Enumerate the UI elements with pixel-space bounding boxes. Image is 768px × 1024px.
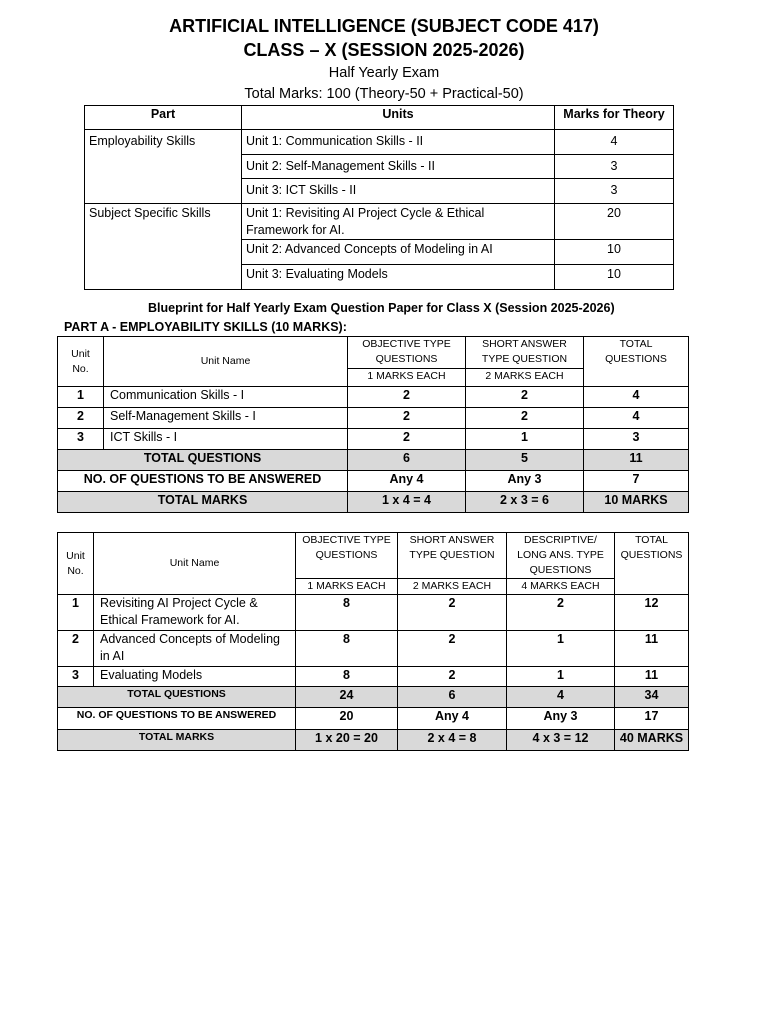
part-a-title: PART A - EMPLOYABILITY SKILLS (10 MARKS): bbox=[64, 320, 347, 334]
units-table-header bbox=[85, 106, 674, 130]
part-a-header bbox=[58, 337, 689, 369]
objective-count: 2 bbox=[348, 408, 466, 429]
short-summary: 2 x 3 = 6 bbox=[466, 492, 584, 513]
units-table bbox=[84, 105, 674, 290]
questions-answered-row bbox=[58, 471, 689, 492]
objective-summary: 1 x 4 = 4 bbox=[348, 492, 466, 513]
blueprint-title: Blueprint for Half Yearly Exam Question Paper for Class X (Session 2025-2026) bbox=[148, 301, 615, 315]
unit-no: 2 bbox=[58, 408, 104, 429]
table-row bbox=[58, 387, 689, 408]
short-summary: 2 x 4 = 8 bbox=[398, 730, 507, 751]
summary-label: NO. OF QUESTIONS TO BE ANSWERED bbox=[58, 471, 348, 492]
objective-summary: 1 x 20 = 20 bbox=[296, 730, 398, 751]
table-row bbox=[58, 667, 689, 687]
table-row bbox=[58, 595, 689, 631]
unit-cell: Unit 3: ICT Skills - II bbox=[242, 179, 555, 204]
table-row bbox=[58, 631, 689, 667]
total-summary: 17 bbox=[615, 708, 689, 730]
marks-cell: 20 bbox=[555, 204, 674, 240]
objective-count: 2 bbox=[348, 387, 466, 408]
header-total-questions: TOTAL QUESTIONS bbox=[584, 337, 689, 387]
total-count: 4 bbox=[584, 408, 689, 429]
short-marks-each: 2 MARKS EACH bbox=[466, 369, 584, 387]
objective-marks-each: 1 MARKS EACH bbox=[296, 579, 398, 595]
unit-name: Revisiting AI Project Cycle & Ethical Framework for AI. bbox=[94, 595, 296, 631]
table-row bbox=[85, 204, 674, 240]
unit-cell: Unit 2: Self-Management Skills - II bbox=[242, 155, 555, 179]
document-title-line2: CLASS – X (SESSION 2025-2026) bbox=[243, 40, 525, 60]
unit-cell: Unit 2: Advanced Concepts of Modeling in AI bbox=[242, 240, 555, 265]
long-summary: Any 3 bbox=[507, 708, 615, 730]
total-marks-line: Total Marks: 100 (Theory-50 + Practical-50) bbox=[244, 86, 524, 102]
header-marks: Marks for Theory bbox=[555, 106, 674, 130]
header-short-answer: SHORT ANSWER TYPE QUESTION bbox=[466, 337, 584, 369]
long-marks-each: 4 MARKS EACH bbox=[507, 579, 615, 595]
objective-summary: 24 bbox=[296, 687, 398, 708]
long-count: 1 bbox=[507, 631, 615, 667]
objective-summary: 6 bbox=[348, 450, 466, 471]
header-units: Units bbox=[242, 106, 555, 130]
unit-cell: Unit 1: Communication Skills - II bbox=[242, 130, 555, 155]
total-count: 11 bbox=[615, 667, 689, 687]
long-summary: 4 x 3 = 12 bbox=[507, 730, 615, 751]
table-row bbox=[58, 408, 689, 429]
questions-answered-row bbox=[58, 708, 689, 730]
unit-no: 2 bbox=[58, 631, 94, 667]
unit-name: Communication Skills - I bbox=[104, 387, 348, 408]
table-row bbox=[85, 130, 674, 155]
short-summary: 5 bbox=[466, 450, 584, 471]
unit-no: 3 bbox=[58, 429, 104, 450]
unit-cell: Unit 3: Evaluating Models bbox=[242, 265, 555, 290]
marks-cell: 3 bbox=[555, 179, 674, 204]
part-subject-specific: Subject Specific Skills bbox=[85, 204, 242, 290]
total-summary: 34 bbox=[615, 687, 689, 708]
unit-cell: Unit 1: Revisiting AI Project Cycle & Ethical Framework for AI. bbox=[242, 204, 555, 240]
long-count: 1 bbox=[507, 667, 615, 687]
header-objective: OBJECTIVE TYPE QUESTIONS bbox=[296, 533, 398, 579]
objective-count: 2 bbox=[348, 429, 466, 450]
short-summary: Any 4 bbox=[398, 708, 507, 730]
objective-summary: 20 bbox=[296, 708, 398, 730]
unit-no: 1 bbox=[58, 595, 94, 631]
total-questions-row bbox=[58, 450, 689, 471]
marks-cell: 10 bbox=[555, 240, 674, 265]
marks-cell: 4 bbox=[555, 130, 674, 155]
short-marks-each: 2 MARKS EACH bbox=[398, 579, 507, 595]
header-unit-no: Unit No. bbox=[58, 337, 104, 387]
objective-count: 8 bbox=[296, 595, 398, 631]
part-a-table bbox=[57, 336, 689, 513]
total-summary: 11 bbox=[584, 450, 689, 471]
short-count: 2 bbox=[466, 387, 584, 408]
total-count: 12 bbox=[615, 595, 689, 631]
part-b-table bbox=[57, 532, 689, 751]
summary-label: NO. OF QUESTIONS TO BE ANSWERED bbox=[58, 708, 296, 730]
short-summary: Any 3 bbox=[466, 471, 584, 492]
total-marks-row bbox=[58, 730, 689, 751]
header-objective: OBJECTIVE TYPE QUESTIONS bbox=[348, 337, 466, 369]
part-employability: Employability Skills bbox=[85, 130, 242, 204]
unit-name: Evaluating Models bbox=[94, 667, 296, 687]
header-total-questions: TOTAL QUESTIONS bbox=[615, 533, 689, 595]
summary-label: TOTAL MARKS bbox=[58, 730, 296, 751]
short-count: 1 bbox=[466, 429, 584, 450]
marks-cell: 10 bbox=[555, 265, 674, 290]
header-short-answer: SHORT ANSWER TYPE QUESTION bbox=[398, 533, 507, 579]
total-count: 3 bbox=[584, 429, 689, 450]
unit-name: Advanced Concepts of Modeling in AI bbox=[94, 631, 296, 667]
exam-name: Half Yearly Exam bbox=[328, 65, 440, 81]
short-count: 2 bbox=[398, 667, 507, 687]
objective-summary: Any 4 bbox=[348, 471, 466, 492]
summary-label: TOTAL QUESTIONS bbox=[58, 450, 348, 471]
objective-count: 8 bbox=[296, 667, 398, 687]
document-title-line1: ARTIFICIAL INTELLIGENCE (SUBJECT CODE 417) bbox=[169, 16, 599, 36]
short-count: 2 bbox=[398, 595, 507, 631]
unit-no: 1 bbox=[58, 387, 104, 408]
header-unit-no: Unit No. bbox=[58, 533, 94, 595]
objective-count: 8 bbox=[296, 631, 398, 667]
long-summary: 4 bbox=[507, 687, 615, 708]
total-count: 11 bbox=[615, 631, 689, 667]
total-summary: 40 MARKS bbox=[615, 730, 689, 751]
total-summary: 10 MARKS bbox=[584, 492, 689, 513]
unit-name: Self-Management Skills - I bbox=[104, 408, 348, 429]
header-unit-name: Unit Name bbox=[104, 337, 348, 387]
short-count: 2 bbox=[466, 408, 584, 429]
header-part: Part bbox=[85, 106, 242, 130]
total-marks-row bbox=[58, 492, 689, 513]
marks-cell: 3 bbox=[555, 155, 674, 179]
summary-label: TOTAL QUESTIONS bbox=[58, 687, 296, 708]
total-count: 4 bbox=[584, 387, 689, 408]
unit-name: ICT Skills - I bbox=[104, 429, 348, 450]
total-questions-row bbox=[58, 687, 689, 708]
long-count: 2 bbox=[507, 595, 615, 631]
summary-label: TOTAL MARKS bbox=[58, 492, 348, 513]
short-count: 2 bbox=[398, 631, 507, 667]
short-summary: 6 bbox=[398, 687, 507, 708]
table-row bbox=[58, 429, 689, 450]
part-b-header bbox=[58, 533, 689, 579]
header-unit-name: Unit Name bbox=[94, 533, 296, 595]
header-long-answer: DESCRIPTIVE/ LONG ANS. TYPE QUESTIONS bbox=[507, 533, 615, 579]
total-summary: 7 bbox=[584, 471, 689, 492]
objective-marks-each: 1 MARKS EACH bbox=[348, 369, 466, 387]
unit-no: 3 bbox=[58, 667, 94, 687]
